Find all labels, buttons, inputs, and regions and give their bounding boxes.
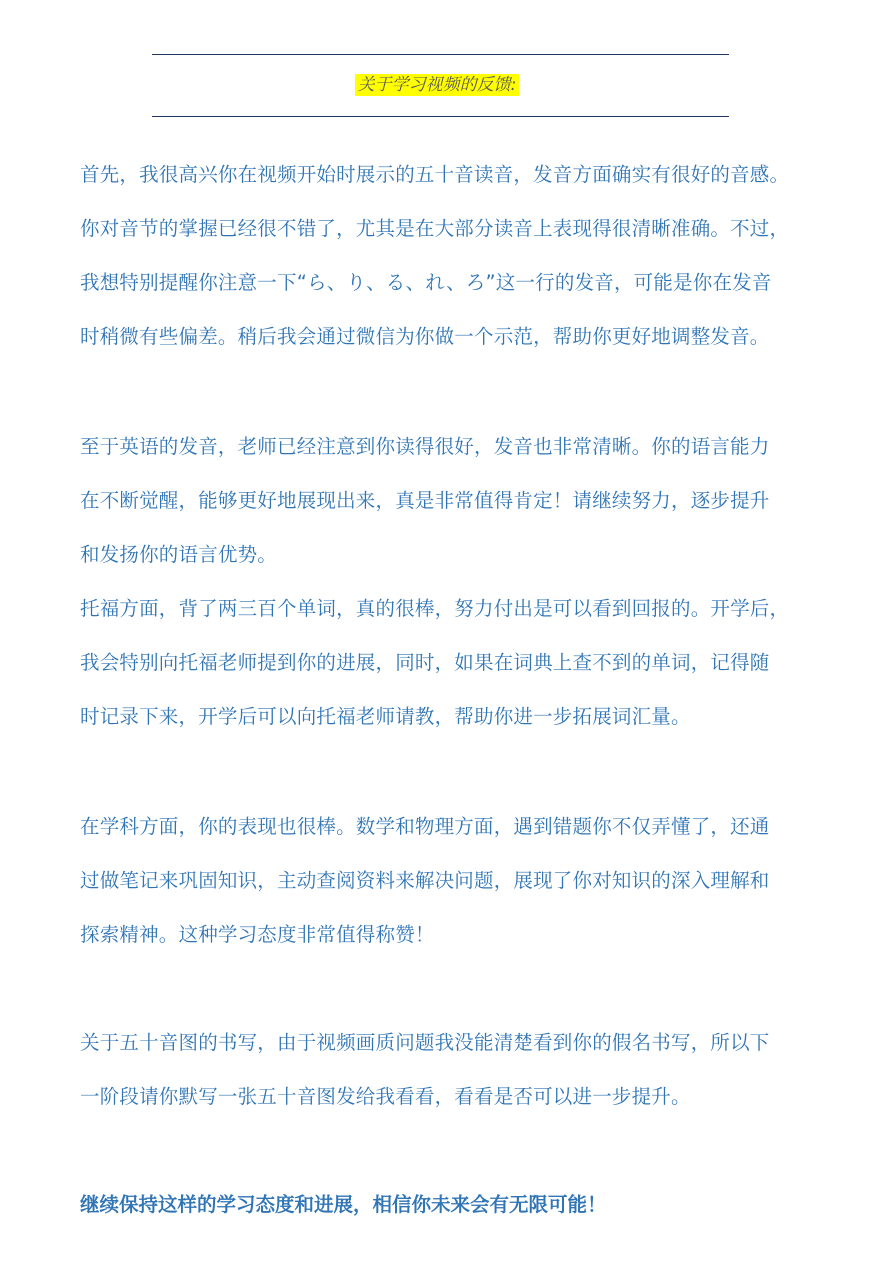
paragraph-kana-writing [80, 1030, 810, 1138]
paragraph-line: 托福方面，背了两三百个单词，真的很棒，努力付出是可以看到回报的。开学后， [80, 597, 790, 620]
paragraph-subjects [80, 814, 810, 976]
paragraph-line: 关于五十音图的书写，由于视频画质问题我没能清楚看到你的假名书写，所以下 [80, 1031, 770, 1054]
paragraph-line: 时记录下来，开学后可以向托福老师请教，帮助你进一步拓展词汇量。 [80, 705, 691, 728]
closing-statement: 继续保持这样的学习态度和进展，相信你未来会有无限可能！ [80, 1193, 607, 1216]
paragraph-line: 首先，我很高兴你在视频开始时展示的五十音读音，发音方面确实有很好的音感。 [80, 163, 790, 186]
paragraph-line: 至于英语的发音，老师已经注意到你读得很好，发音也非常清晰。你的语言能力 [80, 435, 770, 458]
paragraph-line: 和发扬你的语言优势。 [80, 543, 278, 566]
paragraph-line: 我想特别提醒你注意一下“ら、り、る、れ、ろ”这一行的发音，可能是你在发音 [80, 271, 772, 294]
paragraph-line: 你对音节的掌握已经很不错了，尤其是在大部分读音上表现得很清晰准确。不过， [80, 217, 790, 240]
paragraph-toefl [80, 596, 810, 758]
paragraph-line: 过做笔记来巩固知识，主动查阅资料来解决问题，展现了你对知识的深入理解和 [80, 869, 770, 892]
paragraph-line: 在学科方面，你的表现也很棒。数学和物理方面，遇到错题你不仅弄懂了，还通 [80, 815, 770, 838]
feedback-title-text: 关于学习视频的反馈: [355, 74, 520, 96]
paragraph-line: 时稍微有些偏差。稍后我会通过微信为你做一个示范，帮助你更好地调整发音。 [80, 325, 770, 348]
header-top-rule [152, 54, 729, 55]
paragraph-line: 一阶段请你默写一张五十音图发给我看看，看看是否可以进一步提升。 [80, 1085, 691, 1108]
feedback-title [0, 72, 874, 98]
paragraph-pronunciation-japanese [80, 162, 810, 378]
paragraph-line: 我会特别向托福老师提到你的进展，同时，如果在词典上查不到的单词，记得随 [80, 651, 770, 674]
header-bottom-rule [152, 116, 729, 117]
paragraph-pronunciation-english [80, 434, 810, 596]
paragraph-line: 探索精神。这种学习态度非常值得称赞！ [80, 923, 435, 946]
paragraph-line: 在不断觉醒，能够更好地展现出来，真是非常值得肯定！请继续努力，逐步提升 [80, 489, 770, 512]
